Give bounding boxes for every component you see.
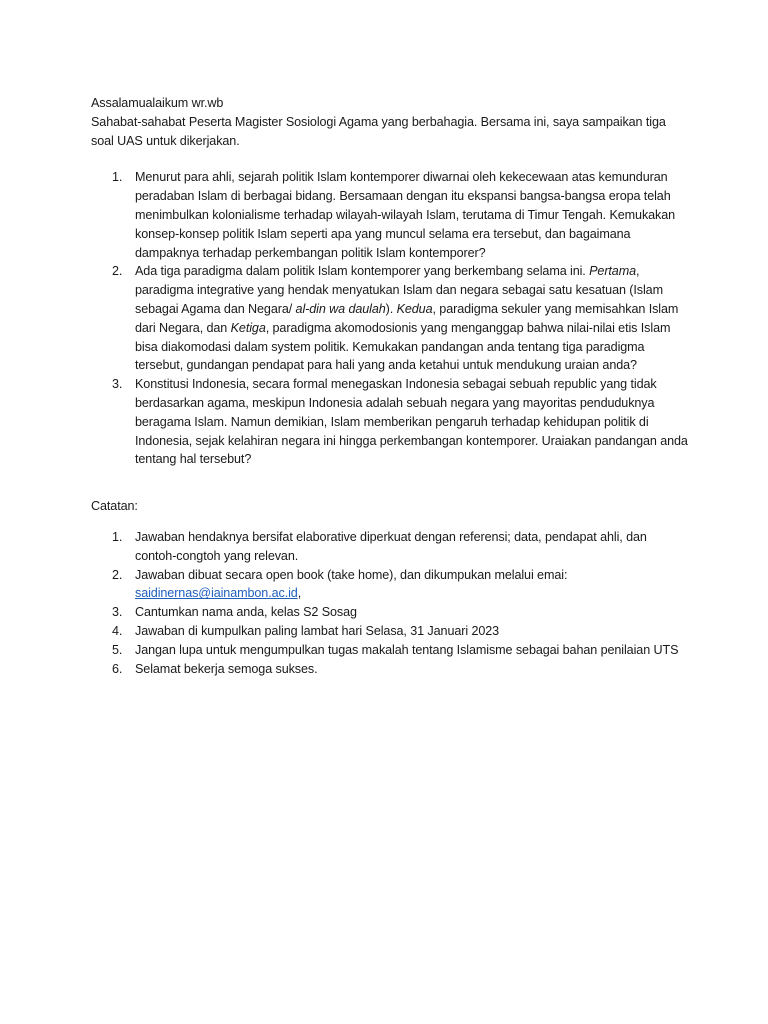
intro-paragraph: Sahabat-sahabat Peserta Magister Sosiologi Agama yang berbahagia. Bersama ini, saya sampaikan tiga soal UAS untuk dikerjakan. — [91, 114, 666, 148]
note-suffix: , — [297, 586, 302, 601]
note-item — [91, 528, 688, 566]
note-text: Jangan lupa untuk mengumpulkan tugas makalah tentang Islamisme sebagai bahan penilaian UTS — [135, 642, 679, 657]
note-item — [91, 660, 688, 679]
note-text: Jawaban dibuat secara open book (take home), dan dikumpukan melalui emai: — [135, 567, 568, 582]
note-number: 4. — [112, 623, 123, 638]
question-text-part: , paradigma integrative yang hendak menyatukan Islam dan negara sebagai satu kesatuan (Islam sebagai Agama dan Negara/ — [135, 264, 663, 316]
question-italic-term: Ketiga — [230, 320, 266, 335]
note-number: 1. — [112, 529, 123, 544]
notes-title: Catatan: — [91, 499, 138, 514]
question-number: 3. — [112, 377, 123, 392]
question-text-part: , paradigma sekuler yang memisahkan Islam dari Negara, dan — [135, 301, 679, 335]
note-number: 3. — [112, 605, 123, 620]
question-text — [135, 264, 678, 372]
note-text: Cantumkan nama anda, kelas S2 Sosag — [135, 605, 357, 620]
question-item — [91, 168, 688, 262]
note-item — [91, 603, 688, 622]
note-text: Jawaban hendaknya bersifat elaborative diperkuat dengan referensi; data, pendapat ahli, dan contoh-congtoh yang relevan. — [135, 529, 647, 563]
question-italic-term: Kedua — [396, 301, 433, 316]
note-item — [91, 641, 688, 660]
question-italic-term: al-din wa daulah — [295, 301, 386, 316]
note-text: Selamat bekerja semoga sukses. — [135, 661, 318, 676]
question-item — [91, 262, 688, 375]
question-item — [91, 375, 688, 469]
note-number: 2. — [112, 567, 123, 582]
note-number: 6. — [112, 661, 123, 676]
greeting: Assalamualaikum wr.wb — [91, 96, 224, 110]
question-text: Konstitusi Indonesia, secara formal menegaskan Indonesia sebagai sebuah republic yang tidak berdasarkan agama, meskipun Indonesia adalah sebuah negara yang mayoritas penduduknya beragama Islam. Namun demikian, Islam memberikan pengaruh terhadap kehidupan politik di Indonesia, sejak kelahiran negara ini hingga perkembangan kontemporer. Uraiakan pandangan anda tentang hal tersebut? — [135, 377, 688, 467]
note-item — [91, 566, 688, 604]
note-text: Jawaban di kumpulkan paling lambat hari Selasa, 31 Januari 2023 — [135, 623, 500, 638]
note-item — [91, 622, 688, 641]
email-link[interactable]: saidinernas@iainambon.ac.id — [135, 586, 298, 601]
question-text: Menurut para ahli, sejarah politik Islam kontemporer diwarnai oleh kekecewaan atas kemunduran peradaban Islam di berbagai bidang. Bersamaan dengan itu ekspansi bangsa-bangsa eropa telah menimbulkan kolonialisme terhadap wilayah-wilayah Islam, terutama di Timur Tengah. Kemukakan konsep-konsep politik Islam seperti apa yang muncul selama era tersebut, dan bagaimana dampaknya terhadap perkembangan politik Islam kontemporer? — [135, 170, 676, 260]
question-italic-term: Pertama — [589, 264, 637, 279]
question-list — [91, 168, 688, 469]
notes-list — [91, 528, 688, 678]
question-text-part: , paradigma akomodosionis yang menganggap bahwa nilai-nilai etis Islam bisa diakomodasi dalam system politik. Kemukakan pandangan anda tentang tiga paradigma tersebut, gundangan pendapat para hali yang anda ketahui untuk mendukung uraian anda? — [135, 320, 671, 373]
question-number: 1. — [112, 170, 123, 185]
question-number: 2. — [112, 264, 123, 279]
note-number: 5. — [112, 642, 123, 657]
question-text-part: Ada tiga paradigma dalam politik Islam kontemporer yang berkembang selama ini. — [135, 264, 590, 279]
question-text-part: ). — [385, 301, 397, 316]
